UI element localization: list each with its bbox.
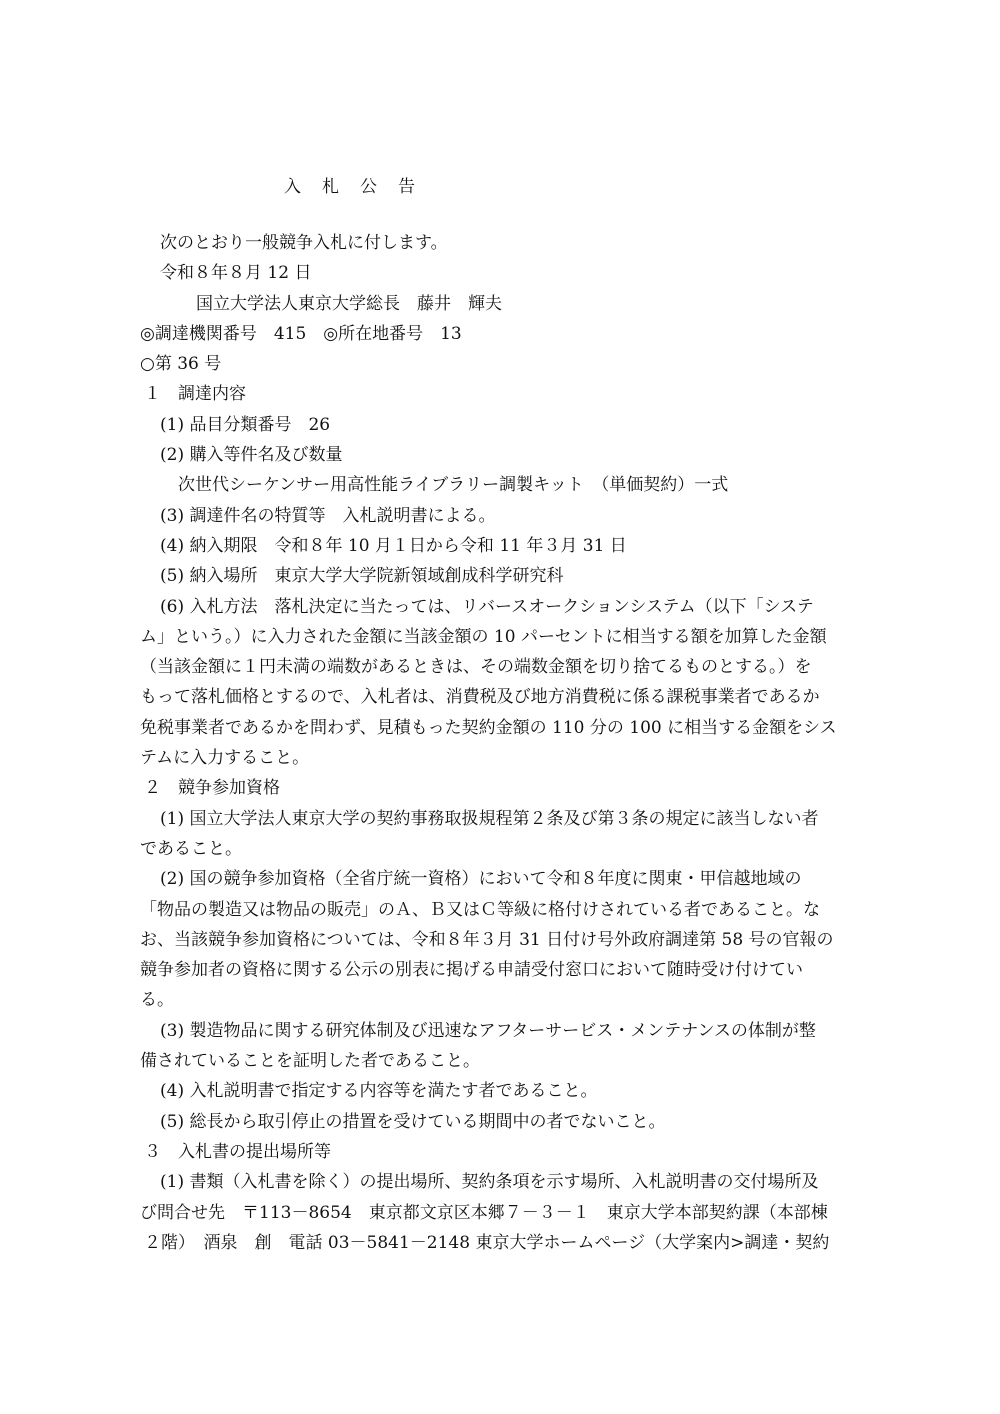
text-line: （当該金額に１円未満の端数があるときは、その端数金額を切り捨てるものとする。）を (140, 657, 812, 678)
text-line: (5) 総長から取引停止の措置を受けている期間中の者でないこと。 (160, 1111, 666, 1132)
text-line: (5) 納入場所 東京大学大学院新領域創成科学研究科 (160, 566, 564, 587)
text-line: (6) 入札方法 落札決定に当たっては、リバースオークションシステム（以下「システ (160, 596, 814, 617)
text-line: 次のとおり一般競争入札に付します。 (160, 233, 448, 253)
notice-body (140, 228, 860, 1258)
notice-title: 入札公告 (284, 177, 436, 197)
text-line: であること。 (140, 838, 242, 859)
text-line: (2) 国の競争参加資格（全省庁統一資格）において令和８年度に関東・甲信越地域の (160, 869, 802, 890)
text-line: (4) 納入期限 令和８年 10 月１日から令和 11 年３月 31 日 (160, 535, 627, 556)
text-line: (1) 書類（入札書を除く）の提出場所、契約条項を示す場所、入札説明書の交付場所及 (160, 1172, 819, 1193)
text-line: (1) 国立大学法人東京大学の契約事務取扱規程第２条及び第３条の規定に該当しない者 (160, 808, 819, 829)
text-line: 備されていることを証明した者であること。 (140, 1051, 480, 1072)
text-line: る。 (140, 990, 174, 1011)
text-line: もって落札価格とするので、入札者は、消費税及び地方消費税に係る課税事業者であるか (140, 687, 820, 708)
text-line: (2) 購入等件名及び数量 (160, 445, 343, 466)
text-line: ○第 36 号 (140, 354, 222, 375)
text-line: ◎調達機関番号 415 ◎所在地番号 13 (140, 323, 462, 344)
text-line: ム」という。）に入力された金額に当該金額の 10 パーセントに相当する額を加算した金額 (140, 626, 827, 647)
text-line: (3) 調達件名の特質等 入札説明書による。 (160, 505, 496, 526)
text-line: 「物品の製造又は物品の販売」のＡ、Ｂ又はＣ等級に格付けされている者であること。な (140, 899, 820, 920)
text-line: (1) 品目分類番号 26 (160, 414, 331, 435)
text-line: 国立大学法人東京大学総長 藤井 輝夫 (196, 293, 502, 314)
text-line: テムに入力すること。 (140, 748, 310, 769)
text-line: 免税事業者であるかを問わず、見積もった契約金額の 110 分の 100 に相当する金額をシス (140, 717, 837, 738)
text-line: お、当該競争参加資格については、令和８年３月 31 日付け号外政府調達第 58 号の官報の (140, 929, 834, 950)
text-line: １ 調達内容 (144, 384, 246, 405)
text-line: ２階） 酒泉 創 電話 03－5841－2148 東京大学ホームページ（大学案内>調達・契約 (144, 1232, 830, 1253)
text-line: (3) 製造物品に関する研究体制及び迅速なアフターサービス・メンテナンスの体制が整 (160, 1020, 816, 1041)
text-line: ３ 入札書の提出場所等 (144, 1141, 331, 1162)
text-line: 令和８年８月 12 日 (160, 263, 312, 284)
text-line: 次世代シーケンサー用高性能ライブラリー調製キット （単価契約）一式 (178, 475, 729, 496)
text-line: 競争参加者の資格に関する公示の別表に掲げる申請受付窓口において随時受け付けてい (140, 960, 803, 981)
text-line: ２ 競争参加資格 (144, 778, 280, 799)
text-line: (4) 入札説明書で指定する内容等を満たす者であること。 (160, 1081, 598, 1102)
text-line: び問合せ先 〒113－8654 東京都文京区本郷７－３－１ 東京大学本部契約課（本部棟 (140, 1202, 828, 1223)
